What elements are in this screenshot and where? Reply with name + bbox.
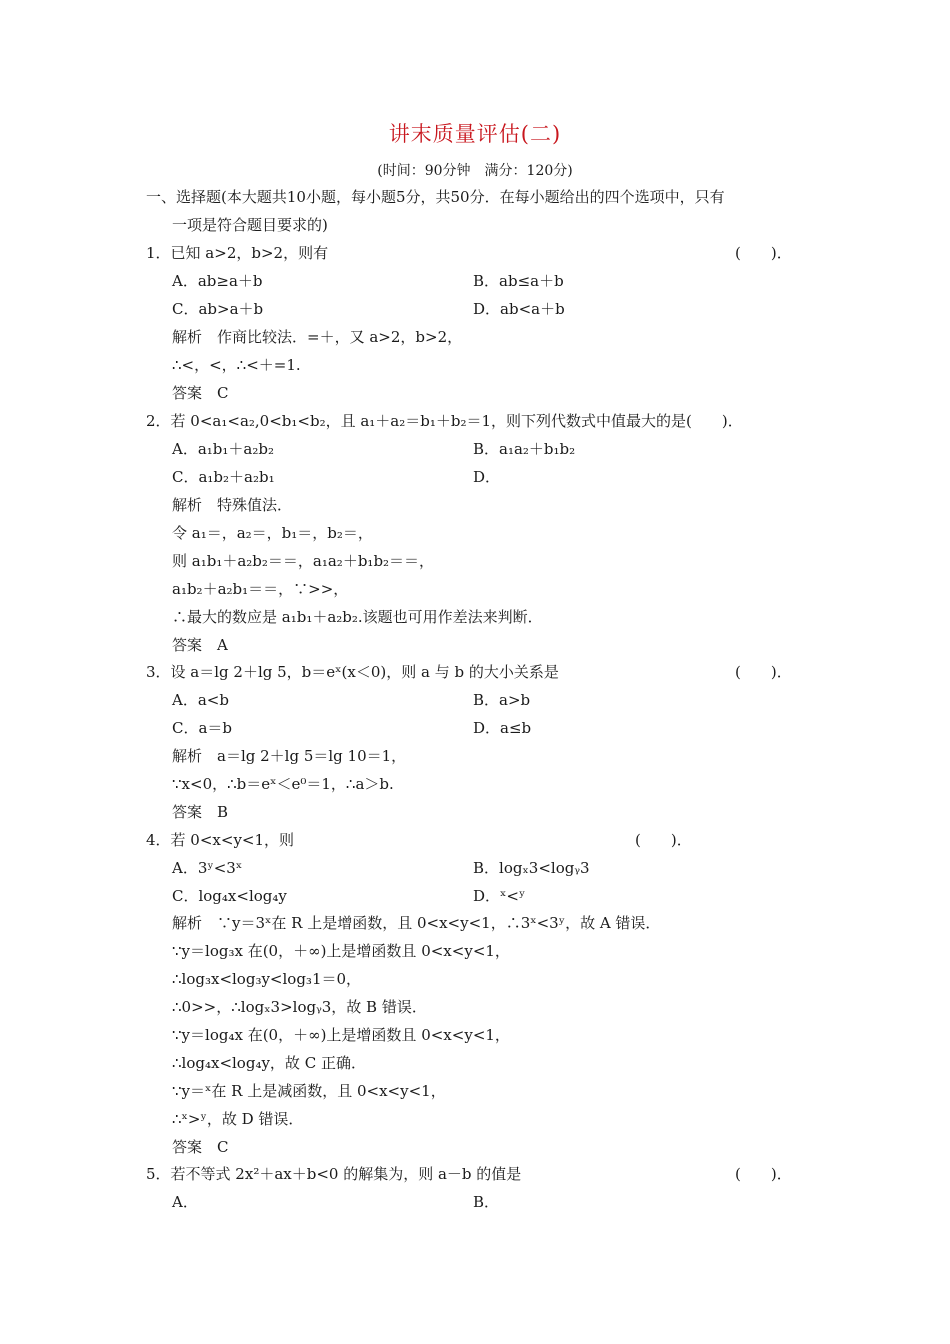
q4-solution-6: ∴log₄x<log₄y，故 C 正确．	[172, 1054, 366, 1072]
q1-option-a: A．ab≥a＋b	[172, 272, 263, 290]
q3-option-b: B．a>b	[473, 691, 531, 709]
q3-option-c: C．a＝b	[172, 719, 233, 737]
q3-solution-1: 解析 a＝lg 2＋lg 5＝lg 10＝1，	[172, 747, 407, 765]
section-heading-cont: 一项是符合题目要求的)	[172, 216, 328, 234]
q4-solution-3: ∴log₃x<log₃y<log₃1＝0，	[172, 970, 362, 988]
q4-solution-1: 解析 ∵y＝3ˣ在 R 上是增函数，且 0<x<y<1，∴3ˣ<3ʸ，故 A 错误．	[172, 914, 661, 932]
q3-answer-blank: ( )．	[735, 663, 792, 681]
q4-option-d: D．ˣ<ʸ	[473, 887, 526, 905]
q1-solution-2: ∴<，<，∴<＋=1.	[172, 356, 301, 374]
q4-answer-blank: ( )．	[635, 831, 692, 849]
q3-option-a: A．a<b	[172, 691, 229, 709]
q3-answer: 答案 B	[172, 803, 229, 821]
exam-info: (时间：90分钟 满分：120分)	[377, 163, 573, 179]
q1-option-d: D．ab<a＋b	[473, 300, 565, 318]
q4-answer: 答案 C	[172, 1138, 229, 1156]
q2-stem: 2．若 0<a₁<a₂,0<b₁<b₂，且 a₁＋a₂＝b₁＋b₂＝1，则下列代数式中值最大的是( )．	[146, 412, 743, 430]
q5-answer-blank: ( )．	[735, 1165, 792, 1183]
q2-answer: 答案 A	[172, 636, 228, 654]
q4-solution-2: ∵y＝log₃x 在(0，＋∞)上是增函数且 0<x<y<1，	[172, 942, 510, 960]
q4-solution-8: ∴ˣ>ʸ，故 D 错误．	[172, 1110, 304, 1128]
q5-option-a: A．	[172, 1193, 198, 1211]
q2-solution-5: ∴最大的数应是 a₁b₁＋a₂b₂.该题也可用作差法来判断．	[172, 608, 543, 626]
q2-solution-1: 解析 特殊值法．	[172, 496, 293, 514]
q4-solution-7: ∵y＝ˣ在 R 上是减函数，且 0<x<y<1，	[172, 1082, 446, 1100]
q2-option-b: B．a₁a₂＋b₁b₂	[473, 440, 576, 458]
q4-option-a: A．3ʸ<3ˣ	[172, 859, 243, 877]
q1-answer: 答案 C	[172, 384, 229, 402]
q3-stem: 3．设 a＝lg 2＋lg 5，b＝eˣ(x＜0)，则 a 与 b 的大小关系是	[146, 663, 559, 681]
q4-solution-5: ∵y＝log₄x 在(0，＋∞)上是增函数且 0<x<y<1，	[172, 1026, 510, 1044]
q4-solution-4: ∴0>>，∴logₓ3>logᵧ3，故 B 错误．	[172, 998, 427, 1016]
section-heading: 一、选择题(本大题共10小题，每小题5分，共50分．在每小题给出的四个选项中，只有	[146, 188, 725, 206]
q2-solution-4: a₁b₂＋a₂b₁＝＝，∵>>，	[172, 580, 349, 598]
q3-option-d: D．a≤b	[473, 719, 532, 737]
q1-answer-blank: ( )．	[735, 244, 792, 262]
q4-option-c: C．log₄x<log₄y	[172, 887, 287, 905]
q2-solution-3: 则 a₁b₁＋a₂b₂＝＝，a₁a₂＋b₁b₂＝＝，	[172, 552, 435, 570]
q2-option-d: D．	[473, 468, 501, 486]
q5-stem: 5．若不等式 2x²＋ax＋b<0 的解集为，则 a－b 的值是	[146, 1165, 522, 1183]
q1-solution-1: 解析 作商比较法．=＋，又 a>2，b>2，	[172, 328, 463, 346]
q3-solution-2: ∵x<0，∴b＝eˣ＜e⁰＝1，∴a＞b.	[172, 775, 394, 793]
q4-option-b: B．logₓ3<logᵧ3	[473, 859, 590, 877]
q5-option-b: B．	[473, 1193, 500, 1211]
q4-stem: 4．若 0<x<y<1，则	[146, 831, 295, 849]
q1-option-c: C．ab>a＋b	[172, 300, 264, 318]
page-title: 讲末质量评估(二)	[388, 122, 562, 146]
q2-option-c: C．a₁b₂＋a₂b₁	[172, 468, 275, 486]
q2-solution-2: 令 a₁＝，a₂＝，b₁＝，b₂＝，	[172, 524, 373, 542]
q1-option-b: B．ab≤a＋b	[473, 272, 564, 290]
q1-stem: 1．已知 a>2，b>2，则有	[146, 244, 329, 262]
q2-option-a: A．a₁b₁＋a₂b₂	[172, 440, 274, 458]
